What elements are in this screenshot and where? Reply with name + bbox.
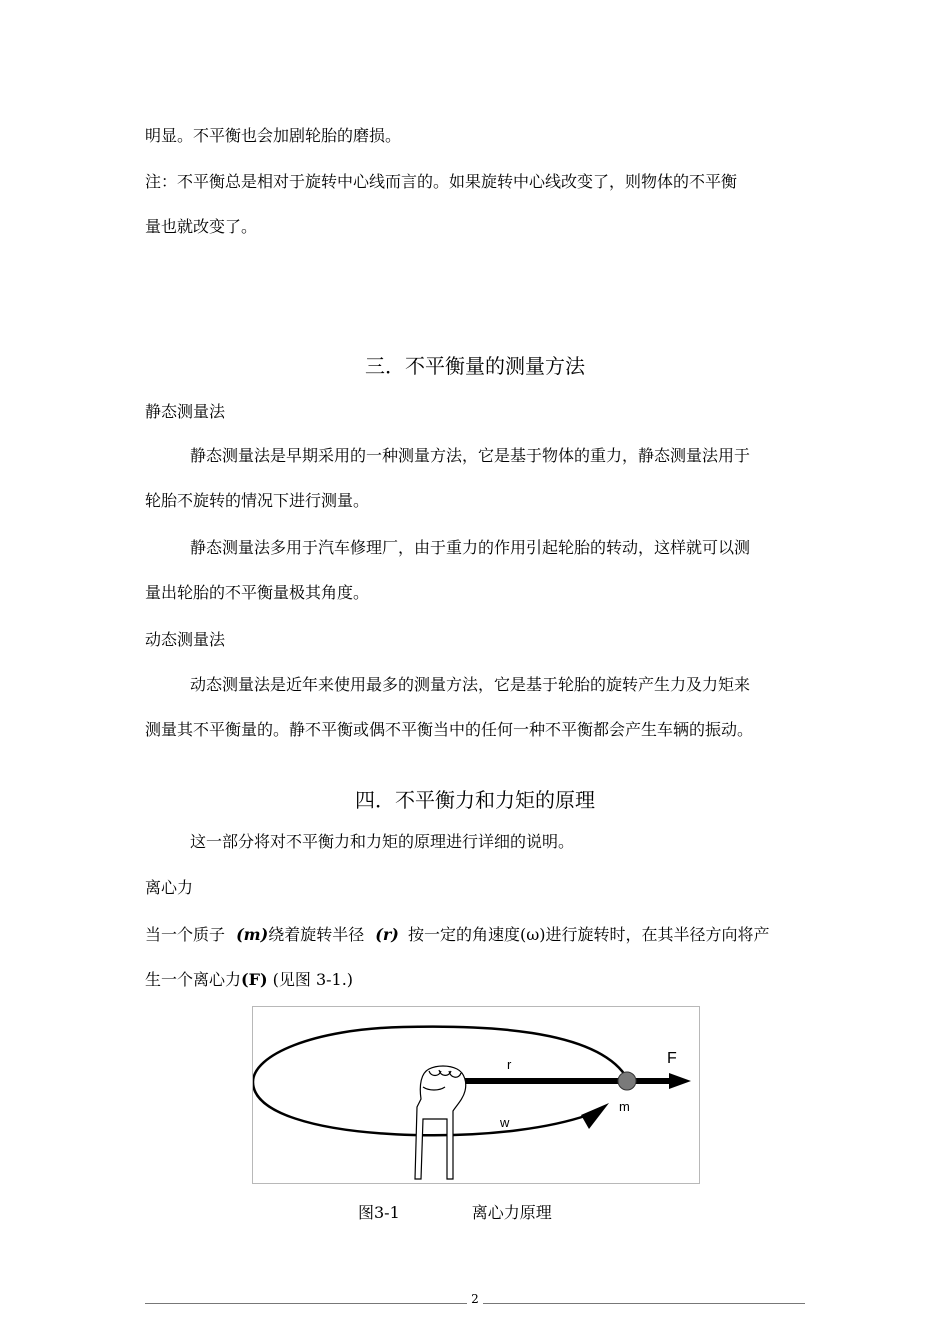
page-number: 2 [0,1292,950,1306]
static-paragraph-1: 静态测量法是早期采用的一种测量方法，它是基于物体的重力，静态测量法用于 [190,446,751,465]
figure-caption [358,1200,552,1223]
cf-text-2: 绕着旋转半径 [268,925,365,944]
section-heading-4: 四．不平衡力和力矩的原理 [355,788,595,812]
cf-text-3: 按一定的角速度(ω)进行旋转时，在其半径方向将产 [407,925,770,944]
note-line: 注：不平衡总是相对于旋转中心线而言的。如果旋转中心线改变了，则物体的不平衡 [145,172,738,191]
section-heading-3: 三．不平衡量的测量方法 [365,354,585,378]
centrifugal-diagram [253,1007,701,1185]
label-radius: r [507,1057,512,1072]
rotation-arrowhead [581,1103,609,1129]
caption-number: 图3-1 [358,1203,400,1222]
label-angular-velocity: w [500,1115,510,1130]
section4-intro: 这一部分将对不平衡力和力矩的原理进行详细的说明。 [190,832,575,851]
cf-force-symbol: (F) [241,970,268,989]
static-paragraph-2-cont: 量出轮胎的不平衡量极其角度。 [145,583,370,602]
dynamic-paragraph-cont: 测量其不平衡量的。静不平衡或偶不平衡当中的任何一种不平衡都会产生车辆的振动。 [145,720,754,739]
paragraph-line: 明显。不平衡也会加剧轮胎的磨损。 [145,126,402,145]
force-arrowhead [669,1073,691,1089]
centrifugal-paragraph [145,925,770,945]
note-line-continued: 量也就改变了。 [145,217,258,236]
static-paragraph-2: 静态测量法多用于汽车修理厂，由于重力的作用引起轮胎的转动，这样就可以测 [190,538,751,557]
figure-3-1 [252,1006,700,1184]
cf-mass-symbol: (m) [236,925,269,944]
subsection-title-centrifugal: 离心力 [145,878,194,897]
cf-text-4: 生一个离心力 [145,970,242,989]
caption-title: 离心力原理 [471,1203,552,1222]
hand-icon [415,1066,466,1179]
dynamic-paragraph: 动态测量法是近年来使用最多的测量方法，它是基于轮胎的旋转产生力及力矩来 [190,675,751,694]
subsection-title-static: 静态测量法 [145,402,226,421]
centrifugal-paragraph-cont [145,970,353,990]
cf-radius-symbol: (r) [375,925,399,944]
cf-text-1: 当一个质子 [145,925,226,944]
subsection-title-dynamic: 动态测量法 [145,630,226,649]
mass-ball [618,1072,636,1090]
cf-text-5: (见图 3-1.) [272,970,354,989]
label-force: F [667,1050,677,1067]
label-mass: m [619,1099,630,1114]
static-paragraph-1-cont: 轮胎不旋转的情况下进行测量。 [145,491,370,510]
